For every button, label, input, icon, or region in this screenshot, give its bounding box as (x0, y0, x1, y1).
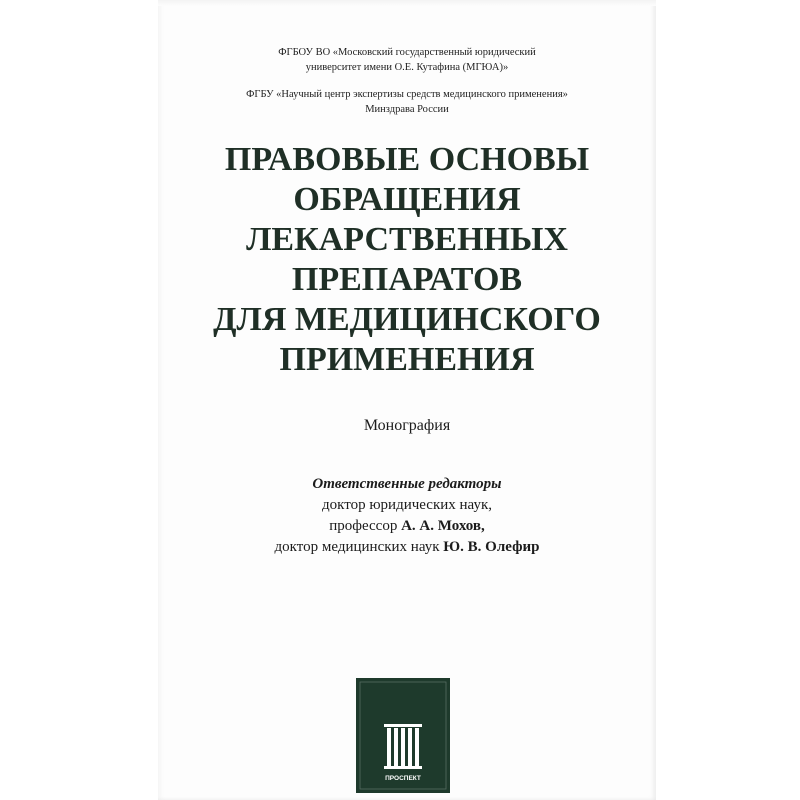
editor-name-mokhov: А. А. Мохов, (401, 518, 485, 534)
book-genre: Монография (363, 417, 451, 434)
editors-line3 (158, 537, 656, 558)
institution-first-line1: ФГБОУ ВО «Московский государственный юридический (278, 47, 536, 58)
cover-top-edge (158, 0, 656, 6)
building-columns-icon (356, 678, 450, 793)
editor-title: профессор (329, 518, 402, 534)
institution-second-line1: ФГБУ «Научный центр экспертизы средств медицинского применения» (246, 89, 568, 100)
title-line: ДЛЯ МЕДИЦИНСКОГО (213, 301, 601, 338)
title-line: ПРИМЕНЕНИЯ (279, 341, 535, 378)
editors-line2 (158, 516, 656, 537)
editors-line1: доктор юридических наук, (322, 497, 492, 513)
institution-first-line2: университет имени О.Е. Кутафина (МГЮА)» (305, 62, 509, 73)
publisher-logo (356, 678, 450, 793)
title-line: ЛЕКАРСТВЕННЫХ (246, 221, 568, 258)
editors-block (158, 474, 656, 558)
book-cover (158, 0, 656, 800)
institution-second-line2: Минздрава России (365, 104, 449, 115)
title-line: ПРЕПАРАТОВ (291, 261, 523, 298)
publisher-logo-text: ПРОСПЕКТ (385, 775, 421, 782)
title-line: ПРАВОВЫЕ ОСНОВЫ (224, 141, 590, 178)
institution-second (158, 87, 656, 117)
institution-first (158, 45, 656, 75)
editor-name-olefir: Ю. В. Олефир (443, 539, 540, 555)
book-title (158, 140, 656, 380)
editors-heading: Ответственные редакторы (312, 476, 502, 492)
title-line: ОБРАЩЕНИЯ (293, 181, 521, 218)
editor-title: доктор медицинских наук (274, 539, 444, 555)
